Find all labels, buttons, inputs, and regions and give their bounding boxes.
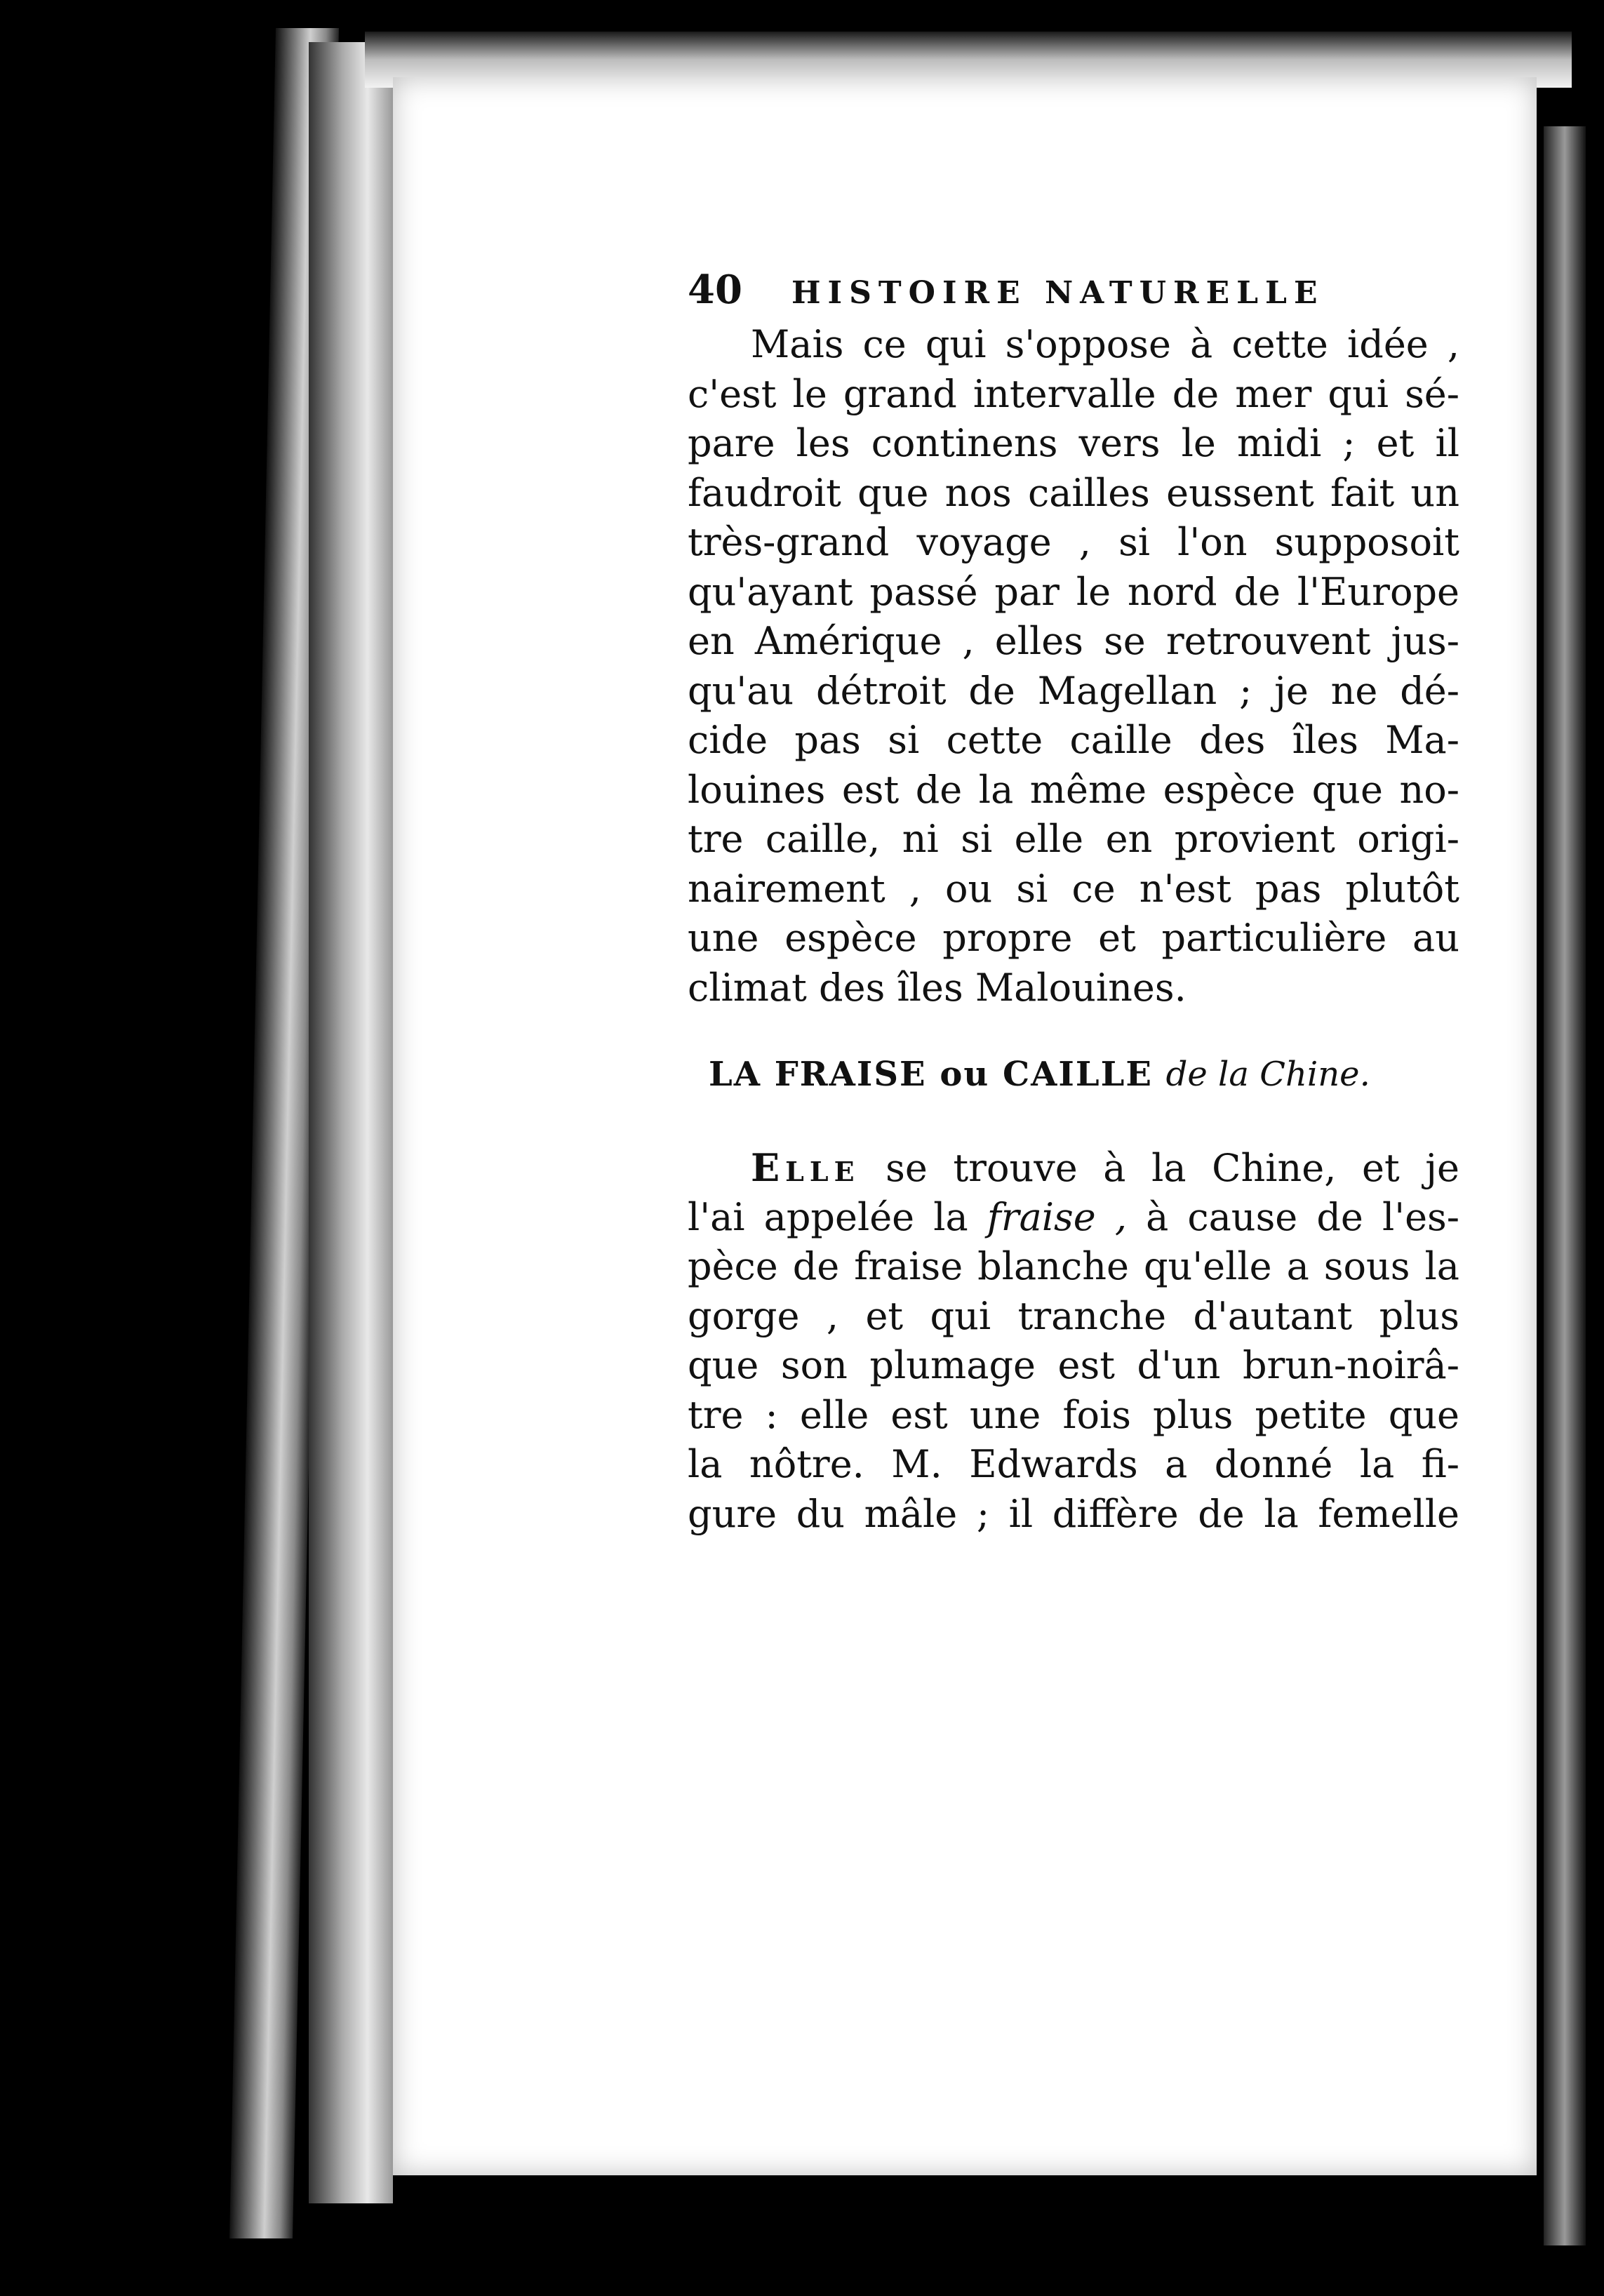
paragraph-line: qu'au détroit de Magellan ; je ne dé- [688,668,1459,713]
book-edge-left-inner [309,42,393,2203]
paragraph-line: gure du mâle ; il diffère de la femelle [688,1491,1459,1536]
paragraph-line [688,1143,1459,1193]
paragraph-line: louines est de la même espèce que no- [688,767,1459,812]
paragraph-line: climat des îles Malouines. [688,965,1187,1010]
book-page [393,77,1537,2175]
paragraph-line: en Amérique , elles se retrouvent jus- [688,619,1459,663]
paragraph-line: pèce de fraise blanche qu'elle a sous la [688,1244,1459,1288]
opening-word: Elle [751,1145,860,1190]
paragraph-line: Mais ce qui s'oppose à cette idée , [751,322,1459,366]
running-head [688,267,1459,313]
paragraph-line: pare les continens vers le midi ; et il [688,421,1459,465]
section-title-italic: de la Chine. [1165,1055,1370,1094]
paragraph-line [688,1193,1459,1243]
paragraph-line: que son plumage est d'un brun-noirâ- [688,1343,1459,1387]
book-edge-right [1544,126,1586,2245]
line-text: se trouve à la Chine, et je [885,1146,1459,1190]
paragraph-line: nairement , ou si ce n'est pas plutôt [688,866,1459,911]
paragraph-2 [688,1143,1459,1539]
running-title: HISTOIRE NATURELLE [791,275,1325,311]
paragraph-line: gorge , et qui tranche d'autant plus [688,1293,1459,1338]
paragraph-line: c'est le grand intervalle de mer qui sé- [688,371,1459,416]
section-title [688,1055,1459,1094]
paragraph-line: la nôtre. M. Edwards a donné la fi- [688,1442,1459,1486]
paragraph-1 [688,320,1459,1013]
line-text: l'ai appelée la [688,1194,968,1239]
text-block [688,267,1459,1539]
paragraph-line: une espèce propre et particulière au [688,916,1459,960]
paragraph-line: qu'ayant passé par le nord de l'Europe [688,569,1459,614]
italic-term: fraise , [987,1194,1127,1239]
paragraph-line: cide pas si cette caille des îles Ma- [688,718,1459,762]
page-number: 40 [688,267,742,313]
paragraph-line: faudroit que nos cailles eussent fait un [688,470,1459,515]
section-title-main: LA FRAISE ou CAILLE [709,1055,1153,1094]
paragraph-line: très-grand voyage , si l'on supposoit [688,520,1459,564]
line-text: à cause de l'es- [1146,1194,1459,1239]
paragraph-line: tre : elle est une fois plus petite que [688,1392,1459,1437]
paragraph-line: tre caille, ni si elle en provient origi- [688,817,1459,861]
